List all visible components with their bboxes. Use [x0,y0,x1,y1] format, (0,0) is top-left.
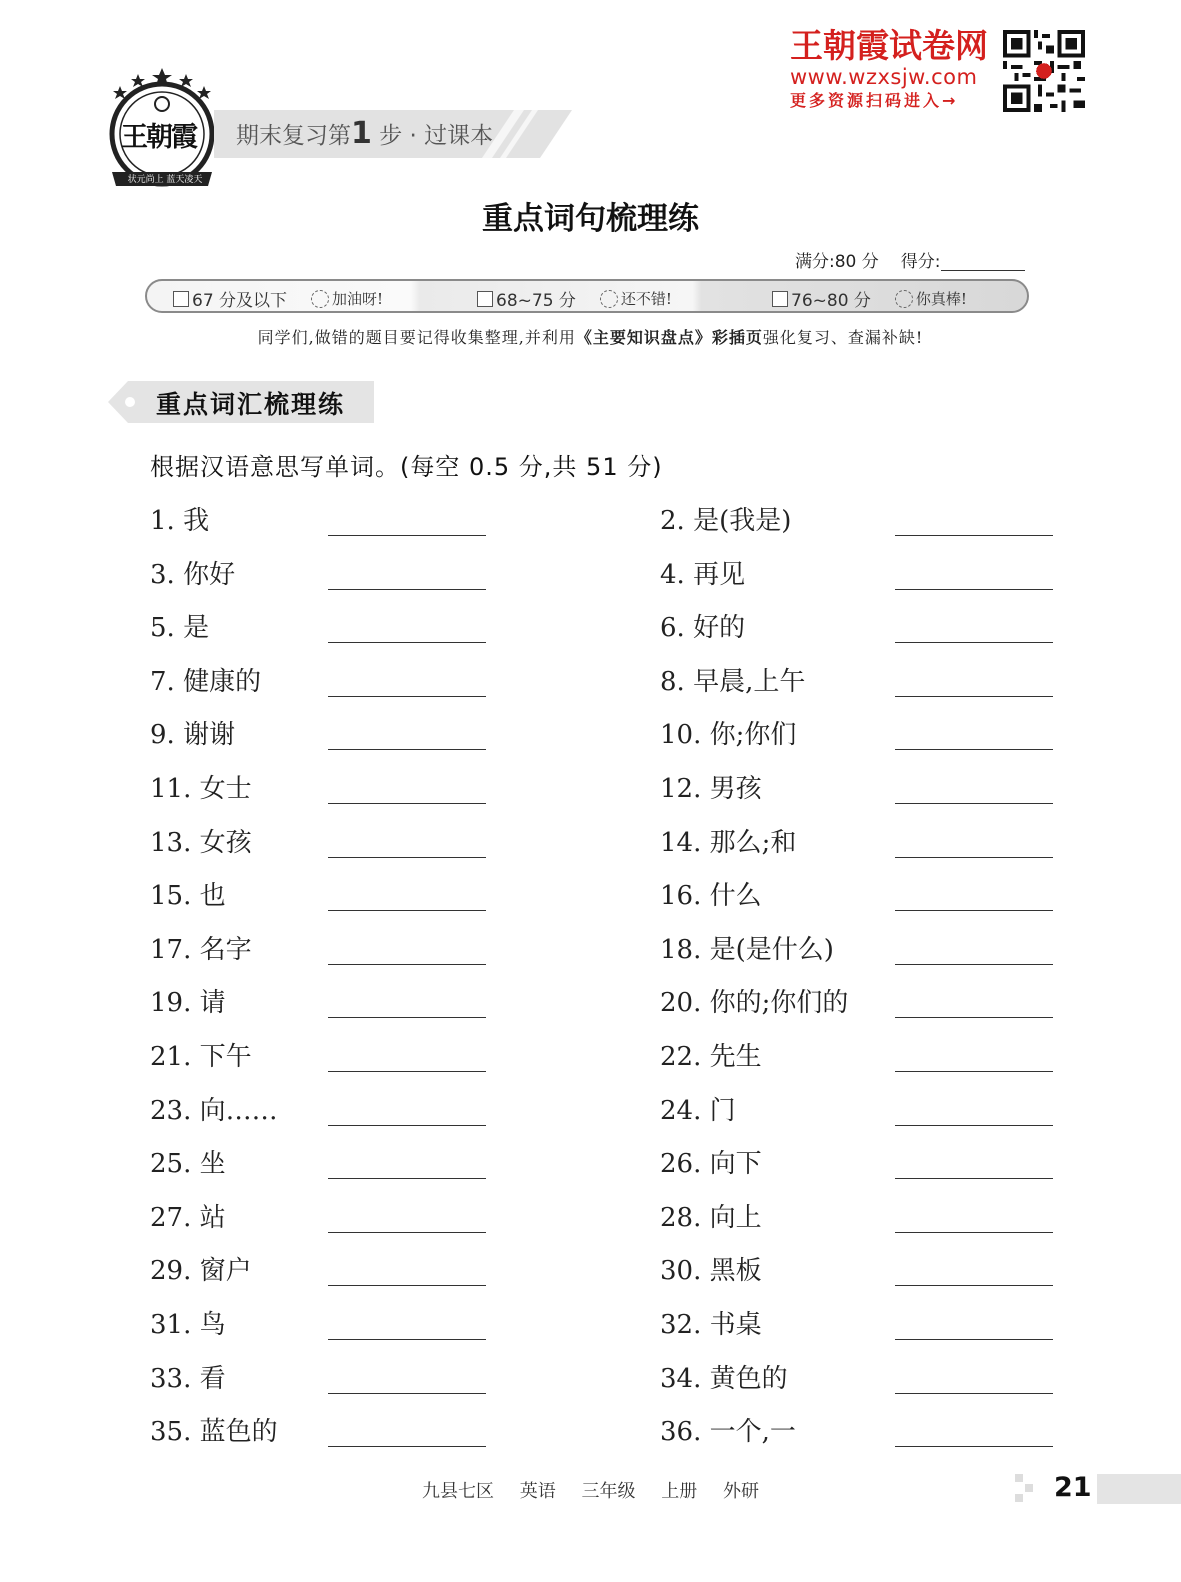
vocab-item-label [660,982,848,1019]
answer-blank[interactable] [895,1178,1053,1179]
vocab-item-chinese: 再见 [693,559,746,590]
checkbox-icon[interactable] [477,291,493,307]
vocab-item-label [660,1090,736,1127]
answer-blank[interactable] [895,910,1053,911]
vocab-item-label [660,500,791,537]
footer-region: 九县七区 [422,1481,495,1502]
vocab-item-number: 19. [150,988,192,1019]
vocab-item-chinese: 书桌 [709,1310,762,1340]
answer-blank[interactable] [328,1071,486,1072]
answer-blank[interactable] [895,589,1053,590]
vocab-item-label [660,822,796,859]
vocab-item-chinese: 女孩 [199,827,252,858]
vocab-item-number: 32. [660,1310,702,1340]
vocab-item-number: 35. [150,1417,192,1448]
note-text-before: 同学们,做错的题目要记得收集整理,并利用 [257,328,576,347]
rating-bar [145,279,1029,313]
answer-blank[interactable] [328,1178,486,1179]
vocab-item-chinese: 下午 [199,1042,252,1072]
vocab-item-chinese: 请 [199,988,226,1019]
answer-blank[interactable] [895,857,1053,858]
vocab-item [150,1250,570,1290]
score-got-label: 得分: [900,252,941,272]
vocab-item [150,1090,570,1130]
vocab-item-chinese: 站 [199,1202,226,1233]
vocab-item [660,554,1080,594]
footer-edition: 外研 [722,1481,759,1502]
vocab-item [150,607,570,647]
vocab-item-chinese: 向下 [709,1149,762,1180]
score-line [795,247,1025,272]
note-text-bold: 《主要知识盘点》彩插页 [575,328,763,347]
vocab-item-number: 28. [660,1202,702,1233]
vocab-item-label [150,500,209,537]
vocab-item-chinese: 是(我是) [693,506,792,536]
vocab-item-number: 11. [150,774,192,804]
vocab-item-number: 18. [660,934,702,965]
answer-blank[interactable] [328,1285,486,1286]
vocab-item [150,1304,570,1344]
vocab-item [150,822,570,862]
vocab-item-label [150,1304,226,1341]
vocab-item-label [660,1143,762,1180]
vocab-item-chinese: 谢谢 [183,720,236,751]
vocab-item-label [150,1143,226,1180]
checkbox-icon[interactable] [173,291,189,307]
vocab-item-number: 25. [150,1149,192,1180]
answer-blank[interactable] [895,535,1053,536]
vocab-item-number: 23. [150,1095,192,1126]
note-text-after: 强化复习、查漏补缺! [762,328,924,347]
page-number: 21 [1054,1472,1092,1503]
answer-blank[interactable] [328,857,486,858]
rating-option-low [173,286,383,311]
vocab-item-label [150,607,209,644]
answer-blank[interactable] [895,1125,1053,1126]
vocab-item-chinese: 也 [199,881,226,912]
vocab-item-label [150,1250,252,1287]
vocab-item [150,929,570,969]
vocab-item-chinese: 那么;和 [709,827,797,858]
vocab-item-chinese: 向上 [709,1202,762,1233]
vocab-item-number: 33. [150,1363,192,1394]
vocab-item-label [660,554,745,591]
vocab-item-label [150,768,252,805]
vocab-item-label [150,661,261,698]
vocab-item-number: 22. [660,1042,702,1072]
vocab-item-chinese: 什么 [709,881,762,912]
vocab-item-number: 15. [150,881,192,912]
vocab-item-number: 6. [660,613,685,644]
vocab-item [150,1411,570,1451]
rating-message: 你真棒! [915,290,967,308]
vocab-item [660,661,1080,701]
vocab-item-chinese: 好的 [693,613,746,644]
vocab-item-label [660,1304,762,1341]
vocab-item [660,1358,1080,1398]
rating-message: 加油呀! [332,290,384,308]
vocab-item-number: 24. [660,1095,702,1126]
vocab-item-label [660,661,805,698]
vocab-item-chinese: 女士 [199,774,252,804]
vocab-item-number: 29. [150,1256,192,1287]
vocab-item-chinese: 向…… [199,1095,278,1126]
rating-message: 还不错! [620,290,672,308]
vocab-item-label [150,1358,226,1395]
vocab-item-chinese: 窗户 [199,1256,252,1287]
vocab-item [150,1036,570,1076]
vocab-item [660,1143,1080,1183]
vocab-item-number: 13. [150,827,192,858]
vocab-item-label [660,768,762,805]
logo-ribbon-text: 状元尚上 蓝天凌天 [127,175,203,185]
step-number: 1 [351,116,372,151]
vocab-item-label [660,1358,788,1395]
answer-blank[interactable] [895,1339,1053,1340]
answer-blank[interactable] [895,964,1053,965]
vocab-item [150,1358,570,1398]
smiley-icon [600,290,618,308]
vocab-item [660,929,1080,969]
brand-block [790,28,1000,112]
answer-blank[interactable] [328,535,486,536]
score-blank[interactable] [941,253,1025,271]
vocab-item [660,875,1080,915]
answer-blank[interactable] [328,589,486,590]
vocab-item-chinese: 黄色的 [709,1363,788,1394]
vocab-item [150,982,570,1022]
checkbox-icon[interactable] [772,291,788,307]
vocab-item [660,714,1080,754]
vocab-item-label [150,1197,226,1234]
section-title: 重点词汇梳理练 [156,390,346,419]
vocab-item-chinese: 健康的 [183,666,262,697]
vocab-item-number: 34. [660,1363,702,1394]
vocab-item-number: 1. [150,506,175,536]
section-instruction: 根据汉语意思写单词。(每空 0.5 分,共 51 分) [150,453,663,481]
vocab-item [150,554,570,594]
vocab-item-chinese: 你;你们 [709,720,797,751]
review-note [0,325,1181,348]
answer-blank[interactable] [328,696,486,697]
page-number-tab [1015,1474,1181,1504]
answer-blank[interactable] [895,1285,1053,1286]
vocab-item [660,768,1080,808]
answer-blank[interactable] [328,910,486,911]
vocab-item-label [660,875,762,912]
full-score-label: 满分:80 分 [795,252,879,272]
answer-blank[interactable] [328,642,486,643]
vocab-item [660,1250,1080,1290]
answer-blank[interactable] [895,1017,1053,1018]
vocab-item-chinese: 坐 [199,1149,226,1180]
vocab-item [150,714,570,754]
brand-name: 王朝霞试卷网 [790,26,988,65]
review-step-banner [214,110,572,158]
answer-blank[interactable] [895,1446,1053,1447]
vocab-item-chinese: 蓝色的 [199,1417,278,1448]
answer-blank[interactable] [895,1071,1053,1072]
vocab-item [660,1304,1080,1344]
answer-blank[interactable] [895,803,1053,804]
answer-blank[interactable] [328,803,486,804]
rating-option-high [772,286,967,311]
rating-range: 67 分及以下 [192,291,288,311]
smiley-icon [311,290,329,308]
vocab-item-label [150,1411,278,1448]
vocab-item [660,1411,1080,1451]
answer-blank[interactable] [328,1017,486,1018]
answer-blank[interactable] [328,964,486,965]
vocab-item-label [660,1411,796,1448]
footer-grade: 三年级 [581,1481,636,1502]
answer-blank[interactable] [895,696,1053,697]
step-banner-suffix: 步 · 过课本 [379,123,494,149]
vocab-item-chinese: 是 [183,613,210,644]
footer-volume: 上册 [661,1481,698,1502]
vocab-item [150,875,570,915]
smiley-icon [895,290,913,308]
vocab-item-label [150,714,235,751]
vocab-item [660,607,1080,647]
vocab-item [660,822,1080,862]
vocab-item [150,661,570,701]
vocab-item [660,1197,1080,1237]
vocab-item-number: 16. [660,881,702,912]
step-banner-prefix: 期末复习第 [236,123,351,149]
vocab-item-number: 8. [660,666,685,697]
vocab-item-label [660,929,834,966]
vocab-item-chinese: 你的;你们的 [709,988,849,1019]
vocab-item-chinese: 是(是什么) [709,934,834,965]
vocab-item-chinese: 黑板 [709,1256,762,1287]
footer-info [0,1477,1181,1503]
vocab-item-label [150,875,226,912]
vocab-item-number: 31. [150,1310,192,1340]
vocab-item-number: 27. [150,1202,192,1233]
answer-blank[interactable] [328,1446,486,1447]
vocab-item-number: 10. [660,720,702,751]
vocab-item-chinese: 名字 [199,934,252,965]
vocab-item-number: 3. [150,559,175,590]
vocab-item-label [660,1036,762,1073]
vocab-item-label [660,714,796,751]
answer-blank[interactable] [328,1125,486,1126]
vocab-item-chinese: 你好 [183,559,236,590]
vocab-item [150,500,570,540]
vocab-item-chinese: 一个,一 [709,1417,796,1448]
logo-text: 王朝霞 [121,122,196,153]
vocab-item-chinese: 看 [199,1363,226,1394]
page-title: 重点词句梳理练 [482,201,699,237]
vocab-item [150,1197,570,1237]
vocab-item-chinese: 男孩 [709,774,762,804]
vocab-item-number: 26. [660,1149,702,1180]
answer-blank[interactable] [328,1339,486,1340]
vocab-item-label [150,554,235,591]
vocab-item [150,768,570,808]
vocab-item-number: 36. [660,1417,702,1448]
answer-blank[interactable] [895,749,1053,750]
vocab-item-number: 7. [150,666,175,697]
vocab-item-label [660,1197,762,1234]
vocab-item-label [150,822,252,859]
answer-blank[interactable] [895,1232,1053,1233]
step-banner-text [236,116,493,151]
vocab-item-number: 21. [150,1042,192,1072]
answer-blank[interactable] [328,1232,486,1233]
vocab-item-number: 17. [150,934,192,965]
vocab-item-label [150,982,226,1019]
vocab-item-chinese: 先生 [709,1042,762,1072]
vocab-item-number: 30. [660,1256,702,1287]
vocab-item [150,1143,570,1183]
vocab-item-label [150,1036,252,1073]
answer-blank[interactable] [895,1393,1053,1394]
vocab-item-number: 4. [660,559,685,590]
rating-option-mid [477,286,672,311]
vocab-item-number: 9. [150,720,175,751]
brand-url[interactable]: www.wzxsjw.com [790,65,978,89]
vocab-item-label [660,1250,762,1287]
answer-blank[interactable] [328,749,486,750]
qr-code-icon[interactable] [1003,30,1085,112]
vocab-item-number: 14. [660,827,702,858]
vocab-item-number: 2. [660,506,685,536]
vocab-item-chinese: 早晨,上午 [693,666,806,697]
vocab-item-label [150,929,252,966]
vocab-item-number: 20. [660,988,702,1019]
answer-blank[interactable] [895,642,1053,643]
footer-subject: 英语 [519,1481,556,1502]
vocab-item-chinese: 门 [709,1095,736,1126]
rating-range: 68~75 分 [496,291,576,311]
vocab-item [660,1090,1080,1130]
vocab-item [660,1036,1080,1076]
vocab-item-chinese: 鸟 [199,1310,226,1340]
vocab-item-label [150,1090,278,1127]
rating-range: 76~80 分 [791,291,871,311]
vocab-item-chinese: 我 [183,506,210,536]
vocab-item [660,500,1080,540]
vocab-item [660,982,1080,1022]
vocab-item-number: 5. [150,613,175,644]
answer-blank[interactable] [328,1393,486,1394]
vocab-item-label [660,607,745,644]
brand-subtitle: 更多资源扫码进入→ [790,91,959,110]
vocab-item-number: 12. [660,774,702,804]
